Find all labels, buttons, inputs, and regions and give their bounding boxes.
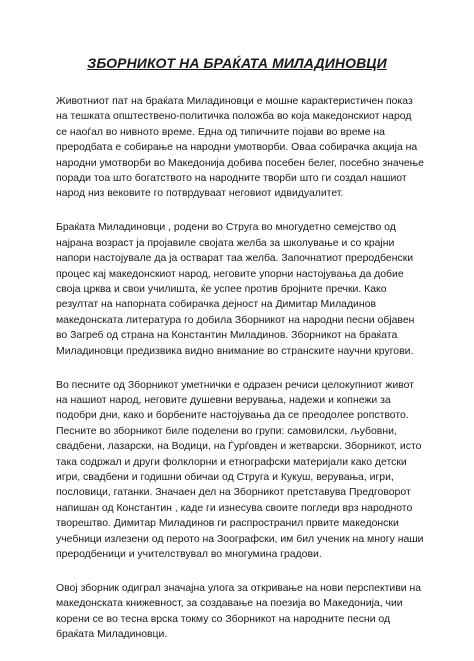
paragraph-2: Браќата Миладиновци , родени во Струга во многудетно семејство од најрана возраст ја пројавиле својата желба за школување и со крајни напори настојувале да ја остварат таа желба. Започнатиот преродбенски процес кај македонскиот народ, неговите упорни настојувања да добие своја црква и свои училишта, ќе успее против бројните пречки. Како резултат на напорната собирачка дејност на Димитар Миладинов македонската литература го добила Зборникот на народни песни објавен во Загреб од страна на Константин Миладинов. Зборникот на браќата Миладиновци предизвика видно внимание во странските научни кругови.	[56, 222, 415, 357]
paragraph-1: Животниот пат на браќата Миладиновци е мошне карактеристичен показ на тешката општествено-политичка положба во која македонскиот народ се наоѓал во нивното време. Една од типичните појави во време на преродбата е собирање на народни умотворби. Оваа собирачка акција на народни умотворби во Македонија добива посебен белег, посебно значење поради тоа што богатството на народните творби што ги создал нашиот народ низ вековите го потврдуваат неговиот идвидуалитет.	[56, 96, 424, 200]
document-title: ЗБОРНИКОТ НА БРАЌАТА МИЛАДИНОВЦИ	[87, 55, 387, 71]
document-body	[56, 94, 424, 661]
paragraph-4: Овој зборник одиграл значајна улога за откривање на нови перспективи на македонската книжевност, за создавање на поезија во Македонија, чии корени се во тесна врска токму со Зборникот на народните песни од браќата Миладиновци.	[56, 582, 422, 641]
paragraph-3: Во песните од Зборникот уметнички е одразен речиси целокупниот живот на нашиот народ, неговите душевни верувања, надежи и копнежи за подобри дни, како и борбените настојувања да се преодолее ропството. Песните во зборникот биле поделени во групи: самовилски, љубовни, свадбени, лазарски, на Водици, на Ѓурѓовден и жетварски. Зборникот, исто така содржал и други фолклорни и етнографски материјали како детски игри, свадбени и годишни обичаи од Струга и Кукуш, верувања, игри, пословици, гатанки. Значаен дел на Зборникот претставува Предговорот напишан од Константин , каде ги изнесува своите погледи врз народното творештво. Димитар Миладинов ги распространил првите македонски учебници излезени од перото на Зоографски, им бил ученик на многу наши преродбеници и учителствувал во многумина градови.	[56, 379, 424, 560]
